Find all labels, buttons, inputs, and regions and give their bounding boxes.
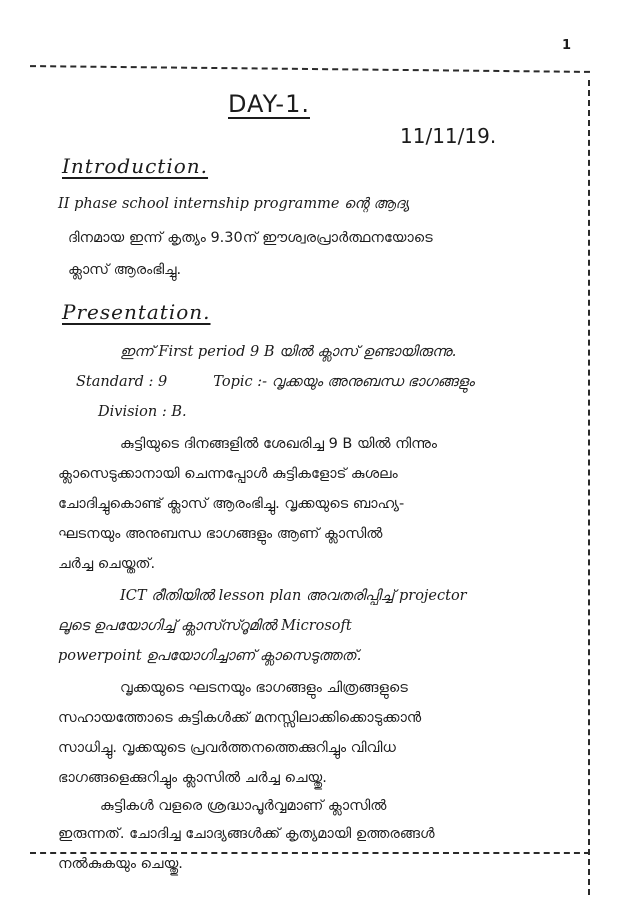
presentation-line-3: Division : B. <box>98 404 187 420</box>
presentation-line-2: Standard : 9 Topic :- വൃക്കയും അനുബന്ധ ഭാഗങ്ങളും <box>76 374 475 390</box>
presentation-line-4: കുട്ടിയുടെ ദിനങ്ങളിൽ ശേഖരിച്ച 9 B യിൽ നിന്നും <box>120 436 437 452</box>
entry-date: 11/11/19. <box>400 124 497 148</box>
presentation-line-1: ഇന്ന് First period 9 B യിൽ ക്ലാസ് ഉണ്ടായിരുന്നു. <box>120 344 457 360</box>
right-dashed-margin <box>588 80 590 895</box>
page-title: DAY-1. <box>228 90 310 118</box>
presentation-line-7: ഘടനയും അനുബന്ധ ഭാഗങ്ങളും ആണ് ക്ലാസിൽ <box>58 526 383 542</box>
presentation-line-5: ക്ലാസെടുക്കാനായി ചെന്നപ്പോൾ കുട്ടികളോട് കുശലം <box>58 466 398 482</box>
presentation-line-10: ലൂടെ ഉപയോഗിച്ച് ക്ലാസ്സ്റൂമിൽ Microsoft <box>58 618 352 634</box>
presentation-line-11: powerpoint ഉപയോഗിച്ചാണ് ക്ലാസെടുത്തത്. <box>58 648 362 664</box>
intro-line-2: ദിനമായ ഇന്ന് കൃത്യം 9.30ന് ഈശ്വരപ്രാർത്ഥനയോടെ <box>68 230 433 246</box>
introduction-heading: Introduction. <box>62 154 209 178</box>
top-dashed-rule <box>30 65 590 73</box>
presentation-line-13: സഹായത്തോടെ കുട്ടികൾക്ക് മനസ്സിലാക്കിക്കൊടുക്കാൻ <box>58 710 422 726</box>
presentation-line-8: ചർച്ച ചെയ്തത്. <box>58 556 156 572</box>
intro-line-1: II phase school internship programme ന്റെ ആദ്യ <box>58 196 410 212</box>
presentation-line-14: സാധിച്ചു. വൃക്കയുടെ പ്രവർത്തനത്തെക്കുറിച്ചും വിവിധ <box>58 740 396 756</box>
presentation-heading: Presentation. <box>62 300 211 324</box>
page-number: 1 <box>562 38 572 53</box>
presentation-line-18: നൽകുകയും ചെയ്തു. <box>58 856 183 872</box>
presentation-line-17: ഇരുന്നത്. ചോദിച്ച ചോദ്യങ്ങൾക്ക് കൃത്യമായി ഉത്തരങ്ങൾ <box>58 826 435 842</box>
bottom-dashed-rule <box>30 852 590 854</box>
presentation-line-16: കുട്ടികൾ വളരെ ശ്രദ്ധാപൂർവ്വമാണ് ക്ലാസിൽ <box>100 798 387 814</box>
presentation-line-12: വൃക്കയുടെ ഘടനയും ഭാഗങ്ങളും ചിത്രങ്ങളുടെ <box>120 680 408 696</box>
presentation-line-6: ചോദിച്ചുകൊണ്ട് ക്ലാസ് ആരംഭിച്ചു. വൃക്കയുടെ ബാഹ്യ- <box>58 496 405 512</box>
presentation-line-15: ഭാഗങ്ങളെക്കുറിച്ചും ക്ലാസിൽ ചർച്ച ചെയ്തു. <box>58 770 327 786</box>
presentation-line-9: ICT രീതിയിൽ lesson plan അവതരിപ്പിച്ച് projector <box>120 588 467 604</box>
intro-line-3: ക്ലാസ് ആരംഭിച്ചു. <box>68 262 182 278</box>
